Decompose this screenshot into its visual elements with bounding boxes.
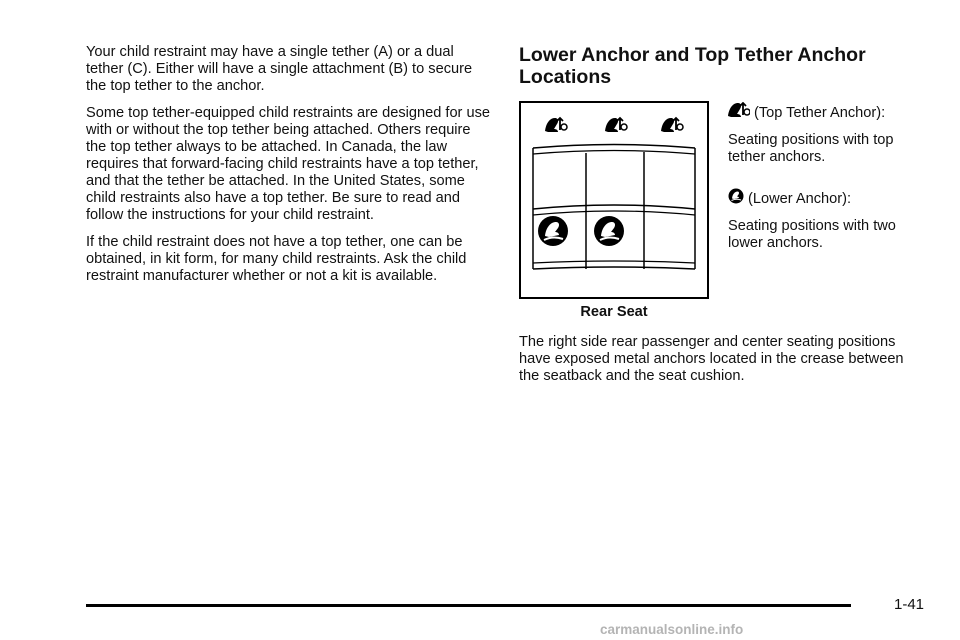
legend-item-lower-anchor (728, 188, 928, 209)
legend-description: Seating positions with top tether anchors. (728, 132, 894, 165)
lower-anchor-icon (594, 216, 624, 246)
figure-caption: Rear Seat (580, 304, 648, 320)
figure-legend (728, 102, 928, 261)
paragraph-tether-kit: If the child restraint does not have a top tether, one can be obtained, in kit form, for many child restraints. Ask the child restraint manufacturer whether or not a kit is available. (86, 234, 467, 284)
right-column (519, 44, 919, 384)
lower-anchor-icon (538, 216, 568, 246)
legend-item-top-tether (728, 102, 928, 123)
paragraph-anchor-location: The right side rear passenger and center seating positions have exposed metal anchors located in the crease between the seatback and the seat cushion. (519, 334, 904, 384)
section-heading: Lower Anchor and Top Tether Anchor Locations (519, 44, 866, 88)
footer-rule (86, 604, 851, 607)
rear-seat-figure (519, 101, 709, 325)
legend-label: (Lower Anchor): (748, 191, 852, 207)
legend-description: Seating positions with two lower anchors. (728, 218, 896, 251)
legend-label: (Top Tether Anchor): (754, 105, 886, 121)
lower-anchor-icon (728, 188, 744, 209)
paragraph-tether-requirements: Some top tether-equipped child restraints are designed for use with or without the top tether being attached. Others require the top tether always to be attached. In Canada, the law requires that forward-facing child restraints have a top tether, and that the tether be attached. In the United States, some child restraints also have a top tether. Be sure to read and follow the instructions for your child restraint. (86, 105, 491, 223)
paragraph-tether-types: Your child restraint may have a single tether (A) or a dual tether (C). Either will have a single attachment (B) to secure the top tether to the anchor. (86, 44, 473, 94)
left-column (86, 44, 491, 295)
anchor-location-paragraph (519, 334, 919, 395)
watermark: carmanualsonline.info (600, 622, 744, 637)
top-tether-anchor-icon (728, 102, 750, 123)
page-number: 1-41 (894, 596, 925, 613)
rear-seat-diagram (519, 101, 709, 299)
